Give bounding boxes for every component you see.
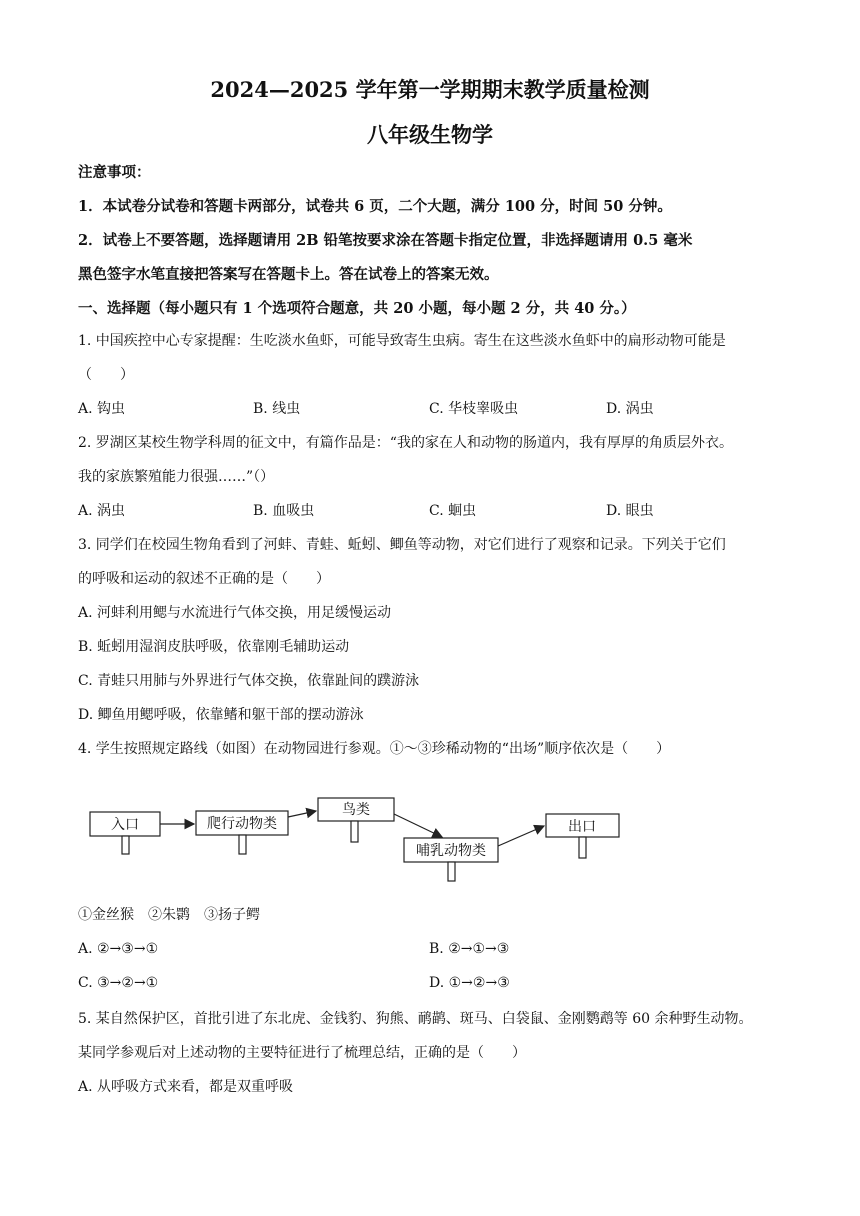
section-heading: 一、选择题（每小题只有 1 个选项符合题意，共 20 小题，每小题 2 分，共 40 分。） — [78, 300, 636, 317]
question-4-option-c: C. ③→②→① — [78, 975, 159, 991]
question-1-line-2: （ ） — [78, 367, 134, 383]
question-2-option-a: A. 涡虫 — [78, 503, 126, 519]
arrow-bird-to-mammal — [394, 814, 442, 837]
question-5-line-2: 某同学参观后对上述动物的主要特征进行了梳理总结，正确的是（ ） — [78, 1045, 526, 1061]
zoo-route-diagram — [80, 786, 640, 886]
bird-area-label: 鸟类 — [342, 802, 370, 818]
arrow-reptile-to-bird — [288, 811, 316, 817]
question-1-option-a: A. 钩虫 — [78, 401, 126, 417]
notes-item-2-line-1: 2．试卷上不要答题，选择题请用 2B 铅笔按要求涂在答题卡指定位置，非选择题请用 0.5 毫米 — [78, 232, 693, 249]
page-subtitle: 八年级生物学 — [367, 122, 493, 147]
reptile-area-sign — [196, 811, 288, 854]
question-4-animals: ①金丝猴 ②朱鹮 ③扬子鳄 — [78, 907, 260, 923]
question-3-option-c: C. 青蛙只用肺与外界进行气体交换，依靠趾间的蹼游泳 — [78, 673, 420, 689]
entrance-sign — [90, 812, 160, 854]
question-4-option-b: B. ②→①→③ — [429, 941, 510, 957]
exit-sign — [546, 814, 619, 858]
question-3-line-1: 3. 同学们在校园生物角看到了河蚌、青蛙、蚯蚓、鲫鱼等动物，对它们进行了观察和记录。下列关于它们 — [78, 537, 726, 553]
question-3-line-2: 的呼吸和运动的叙述不正确的是（ ） — [78, 571, 330, 587]
notes-heading: 注意事项： — [78, 164, 151, 181]
page-title: 2024—2025 学年第一学期期末教学质量检测 — [210, 77, 650, 102]
question-2-option-d: D. 眼虫 — [606, 503, 654, 519]
arrow-mammal-to-exit — [498, 826, 544, 846]
question-3-option-d: D. 鲫鱼用鳃呼吸，依靠鳍和躯干部的摆动游泳 — [78, 707, 364, 723]
bird-area-sign — [318, 798, 394, 842]
question-2-line-1: 2. 罗湖区某校生物学科周的征文中，有篇作品是：“我的家在人和动物的肠道内，我有厚厚的角质层外衣。 — [78, 435, 733, 451]
entrance-label: 入口 — [111, 817, 139, 833]
question-2-option-c: C. 蛔虫 — [429, 503, 477, 519]
question-4-option-a: A. ②→③→① — [78, 941, 159, 957]
mammal-area-sign — [404, 838, 498, 881]
question-4-line-1: 4. 学生按照规定路线（如图）在动物园进行参观。①～③珍稀动物的“出场”顺序依次是（ ） — [78, 741, 671, 757]
question-2-line-2: 我的家族繁殖能力很强……”（） — [78, 469, 275, 485]
question-5-line-1: 5. 某自然保护区，首批引进了东北虎、金钱豹、狗熊、鸸鹋、斑马、白袋鼠、金刚鹦鹉等 60 余种野生动物。 — [78, 1011, 753, 1027]
question-4-option-d: D. ①→②→③ — [429, 975, 510, 991]
exit-label: 出口 — [568, 819, 596, 835]
question-1-line-1: 1. 中国疾控中心专家提醒：生吃淡水鱼虾，可能导致寄生虫病。寄生在这些淡水鱼虾中的扁形动物可能是 — [78, 333, 726, 349]
reptile-area-label: 爬行动物类 — [207, 816, 277, 832]
notes-item-1: 1．本试卷分试卷和答题卡两部分，试卷共 6 页，二个大题，满分 100 分，时间 50 分钟。 — [78, 198, 672, 215]
question-5-option-a: A. 从呼吸方式来看，都是双重呼吸 — [78, 1079, 294, 1095]
question-3-option-b: B. 蚯蚓用湿润皮肤呼吸，依靠刚毛辅助运动 — [78, 639, 350, 655]
question-3-option-a: A. 河蚌利用鳃与水流进行气体交换，用足缓慢运动 — [78, 605, 392, 621]
question-2-option-b: B. 血吸虫 — [253, 503, 315, 519]
notes-item-2-line-2: 黑色签字水笔直接把答案写在答题卡上。答在试卷上的答案无效。 — [78, 266, 499, 283]
question-1-option-b: B. 线虫 — [253, 401, 301, 417]
question-1-option-d: D. 涡虫 — [606, 401, 654, 417]
question-1-option-c: C. 华枝睾吸虫 — [429, 401, 519, 417]
mammal-area-label: 哺乳动物类 — [416, 843, 486, 859]
